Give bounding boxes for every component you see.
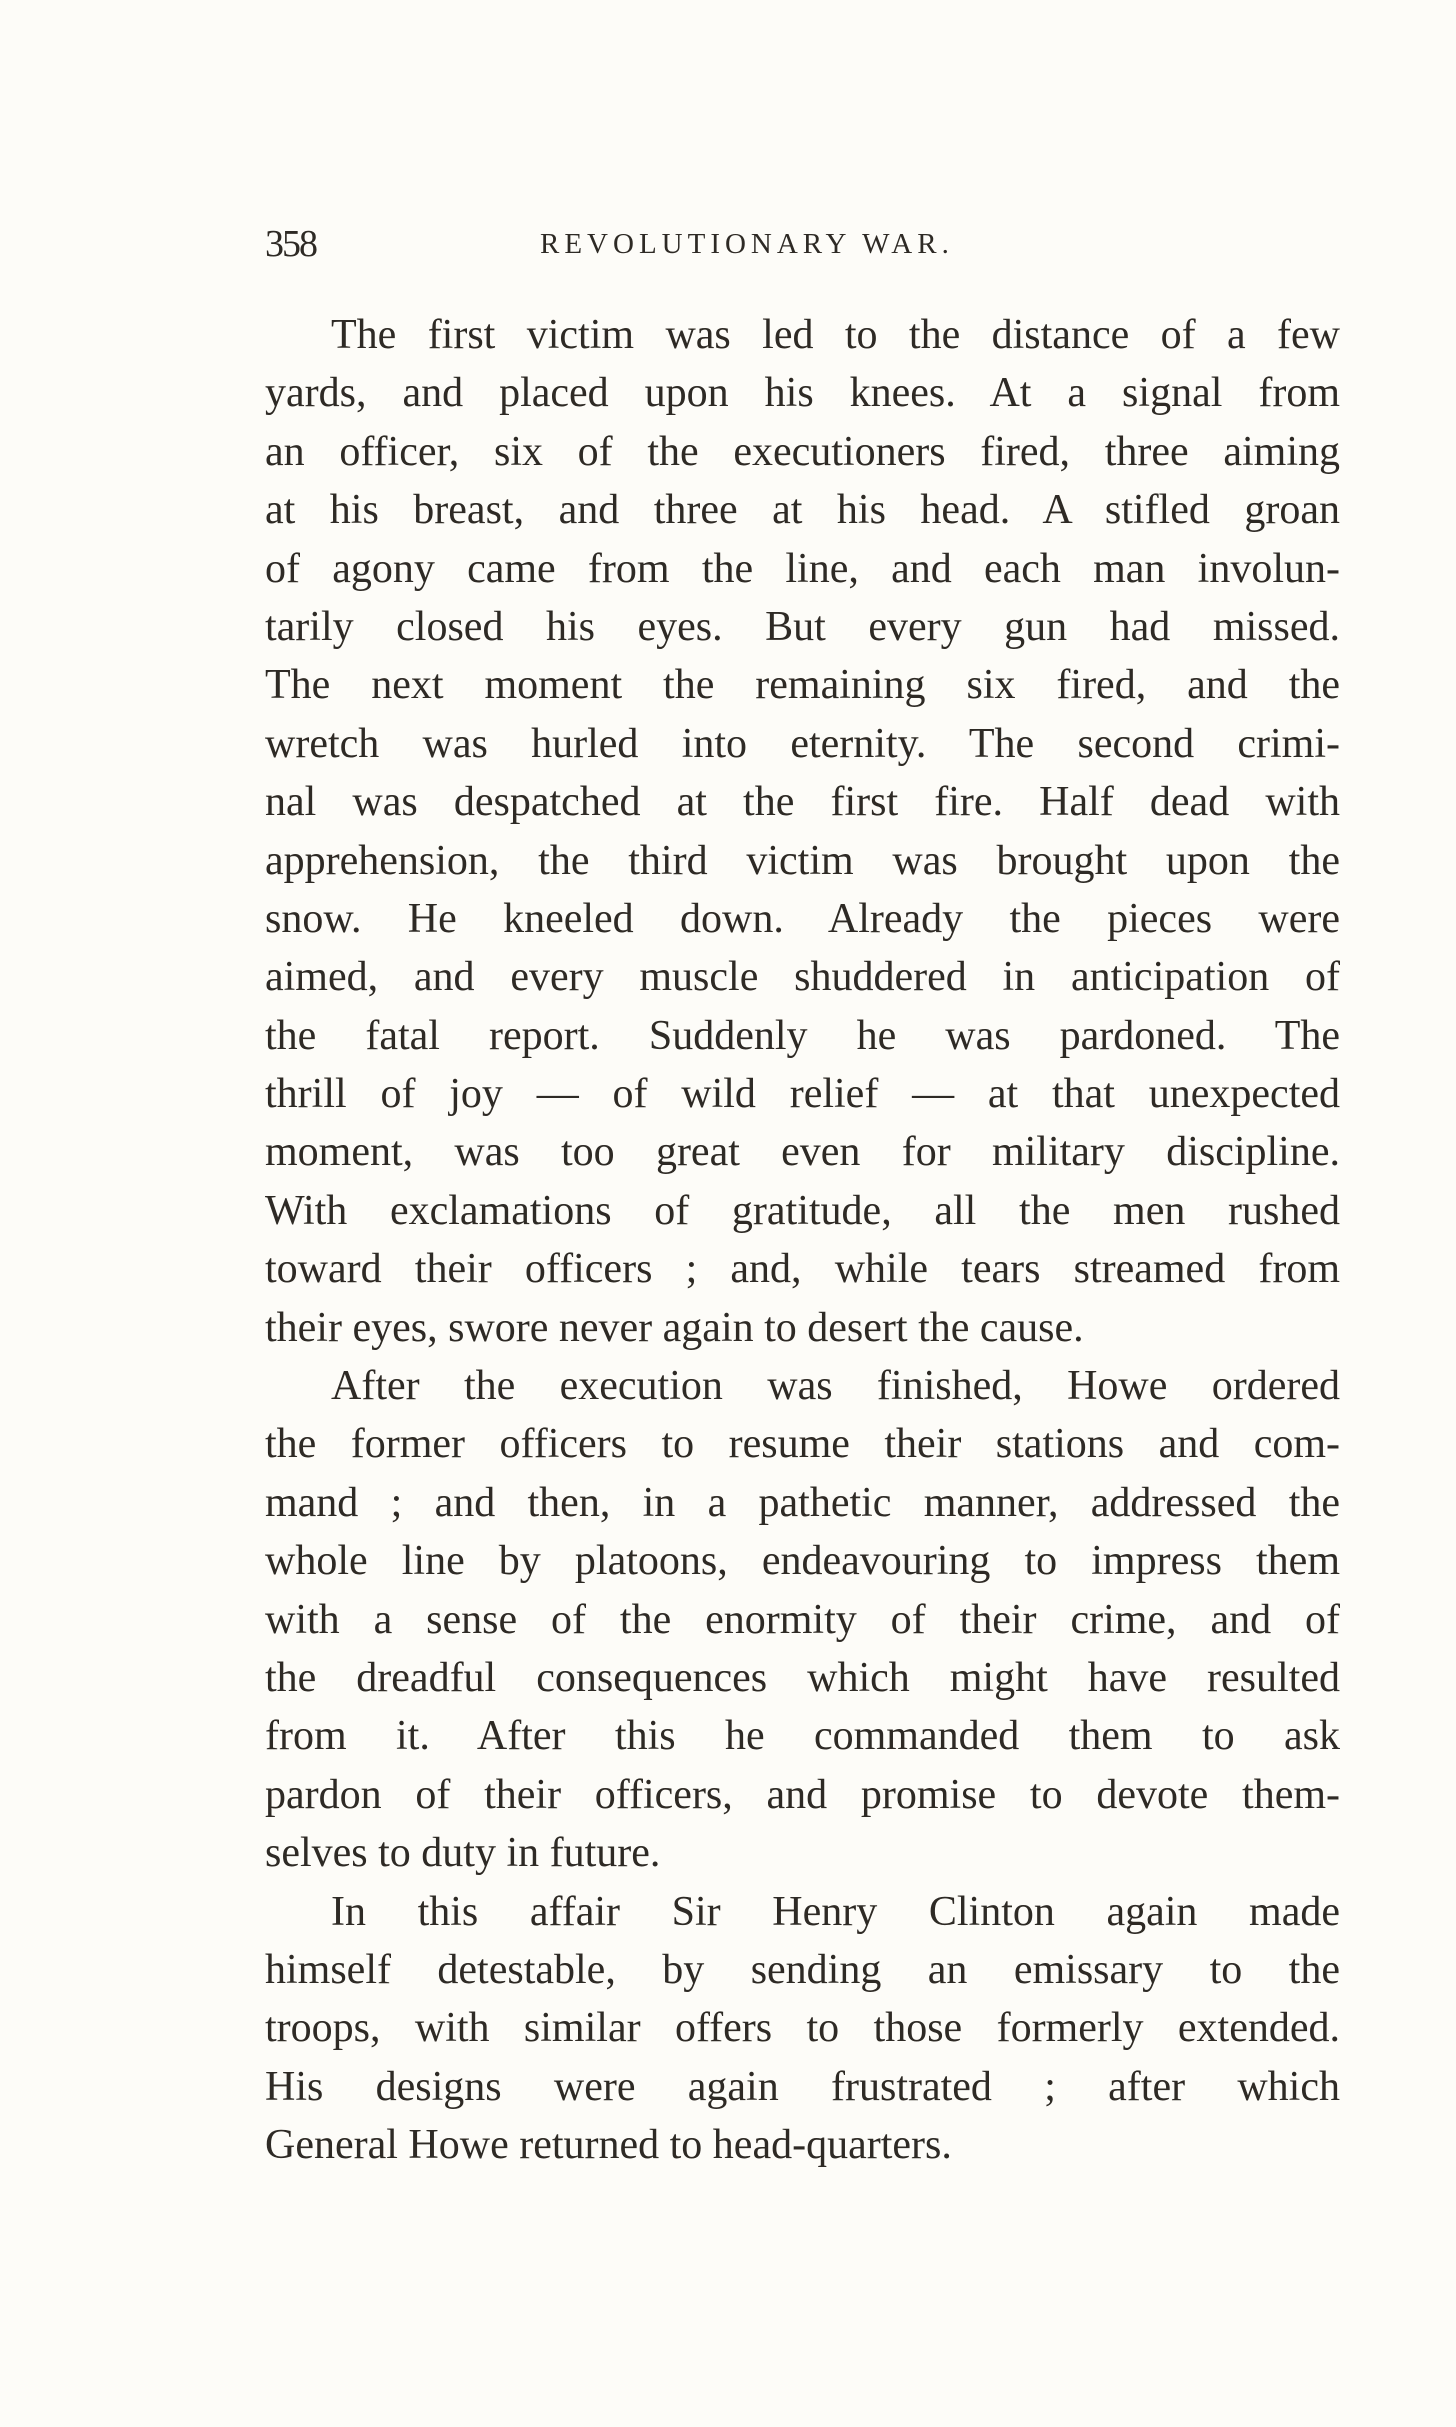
text-line: mand ; and then, in a pathetic manner, addressed the [265,1479,1340,1526]
text-line: troops, with similar offers to those formerly extended. [265,2005,1340,2052]
text-line: selves to duty in future. [265,1830,661,1877]
text-line: whole line by platoons, endeavouring to impress them [265,1538,1340,1585]
text-line: nal was despatched at the first fire. Half dead with [265,779,1340,826]
text-line: their eyes, swore never again to desert the cause. [265,1304,1084,1351]
text-line: toward their officers ; and, while tears streamed from [265,1246,1340,1293]
text-line: at his breast, and three at his head. A stifled groan [265,487,1340,534]
running-title: REVOLUTIONARY WAR. [540,228,954,260]
text-line: from it. After this he commanded them to ask [265,1713,1340,1760]
page-body-text [265,306,1340,2175]
text-line: snow. He kneeled down. Already the pieces were [265,895,1340,942]
text-line: The first victim was led to the distance of a few [331,312,1340,358]
text-line: of agony came from the line, and each man involun- [265,545,1340,592]
text-line: moment, was too great even for military discipline. [265,1129,1340,1176]
text-line: with a sense of the enormity of their crime, and of [265,1596,1340,1643]
text-line: the dreadful consequences which might have resulted [265,1654,1340,1701]
page-header [265,222,1340,272]
text-line: wretch was hurled into eternity. The second crimi- [265,720,1340,767]
text-line: The next moment the remaining six fired, and the [265,662,1340,709]
text-line: the fatal report. Suddenly he was pardoned. The [265,1012,1340,1059]
text-line: aimed, and every muscle shuddered in anticipation of [265,954,1340,1001]
text-line: After the execution was finished, Howe ordered [331,1363,1340,1410]
text-line: thrill of joy — of wild relief — at that unexpected [265,1071,1340,1118]
text-line: His designs were again frustrated ; after which [265,2063,1340,2110]
text-line: In this affair Sir Henry Clinton again made [331,1888,1340,1935]
text-line: pardon of their officers, and promise to devote them- [265,1771,1340,1818]
text-line: With exclamations of gratitude, all the men rushed [265,1187,1340,1234]
text-line: yards, and placed upon his knees. At a signal from [265,370,1340,417]
text-line: General Howe returned to head-quarters. [265,2122,952,2169]
text-line: tarily closed his eyes. But every gun had missed. [265,603,1340,650]
text-line: apprehension, the third victim was brought upon the [265,837,1340,884]
page-number: 358 [265,223,316,265]
text-line: the former officers to resume their stations and com- [265,1421,1340,1468]
text-line: an officer, six of the executioners fired, three aiming [265,428,1340,475]
text-line: himself detestable, by sending an emissary to the [265,1946,1340,1993]
